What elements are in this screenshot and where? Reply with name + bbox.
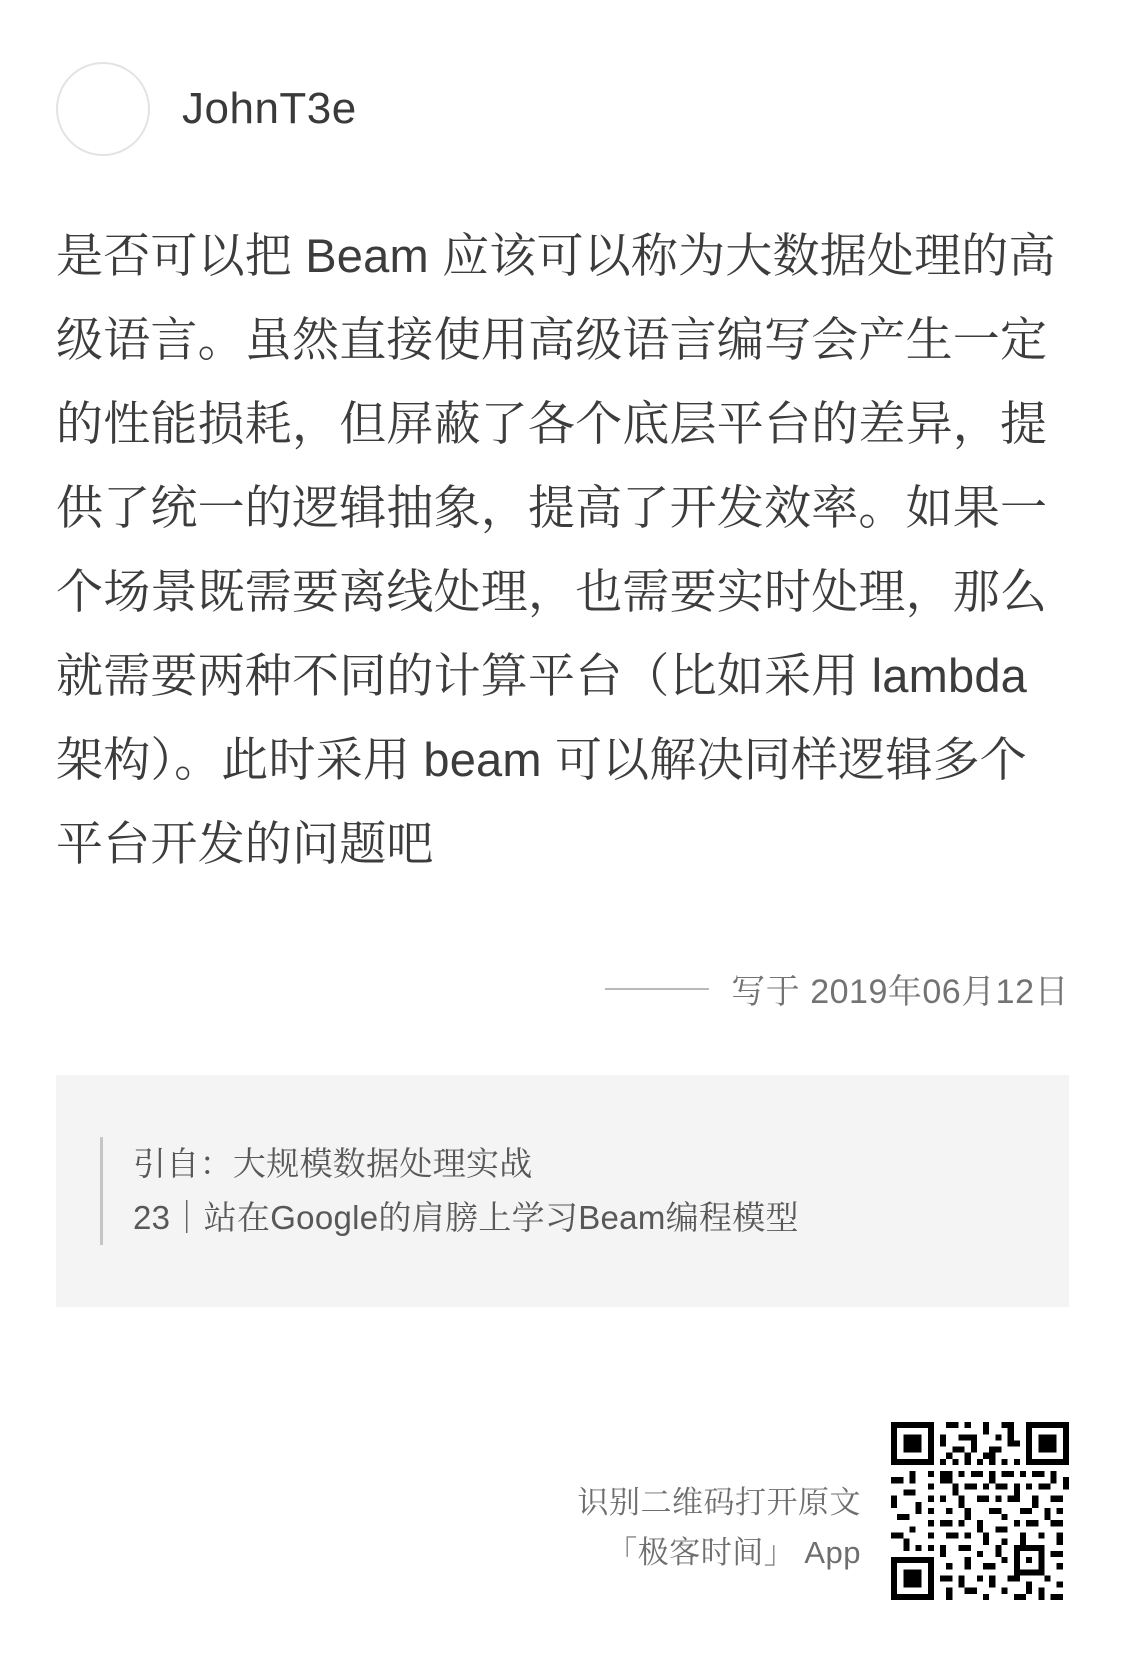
quote-box xyxy=(56,1075,1069,1307)
avatar xyxy=(56,62,150,156)
quote-article: 23｜站在Google的肩膀上学习Beam编程模型 xyxy=(133,1199,799,1236)
qr-code-icon[interactable] xyxy=(891,1422,1069,1600)
quote-source: 引自：大规模数据处理实战 xyxy=(133,1145,533,1182)
footer-line-1: 识别二维码打开原文 xyxy=(577,1485,861,1520)
footer-text xyxy=(578,1478,862,1600)
comment-header xyxy=(56,0,1069,162)
footer-line-2: 「极客时间」 App xyxy=(606,1535,861,1570)
dateline xyxy=(56,964,1069,1013)
username: JohnT3e xyxy=(182,84,357,133)
comment-text: 是否可以把 Beam 应该可以称为大数据处理的高级语言。虽然直接使用高级语言编写会产生一定的性能损耗，但屏蔽了各个底层平台的差异，提供了统一的逻辑抽象，提高了开发效率。如果一个场景既需要离线处理，也需要实时处理，那么就需要两种不同的计算平台（比如采用 lambda 架构）。此时采用 beam 可以解决同样逻辑多个平台开发的问题吧 xyxy=(56,229,1056,870)
quote-inner xyxy=(100,1137,1021,1245)
footer xyxy=(578,1422,1070,1600)
dateline-rule xyxy=(605,988,709,990)
dateline-label: 写于 2019年06月12日 xyxy=(731,973,1069,1011)
